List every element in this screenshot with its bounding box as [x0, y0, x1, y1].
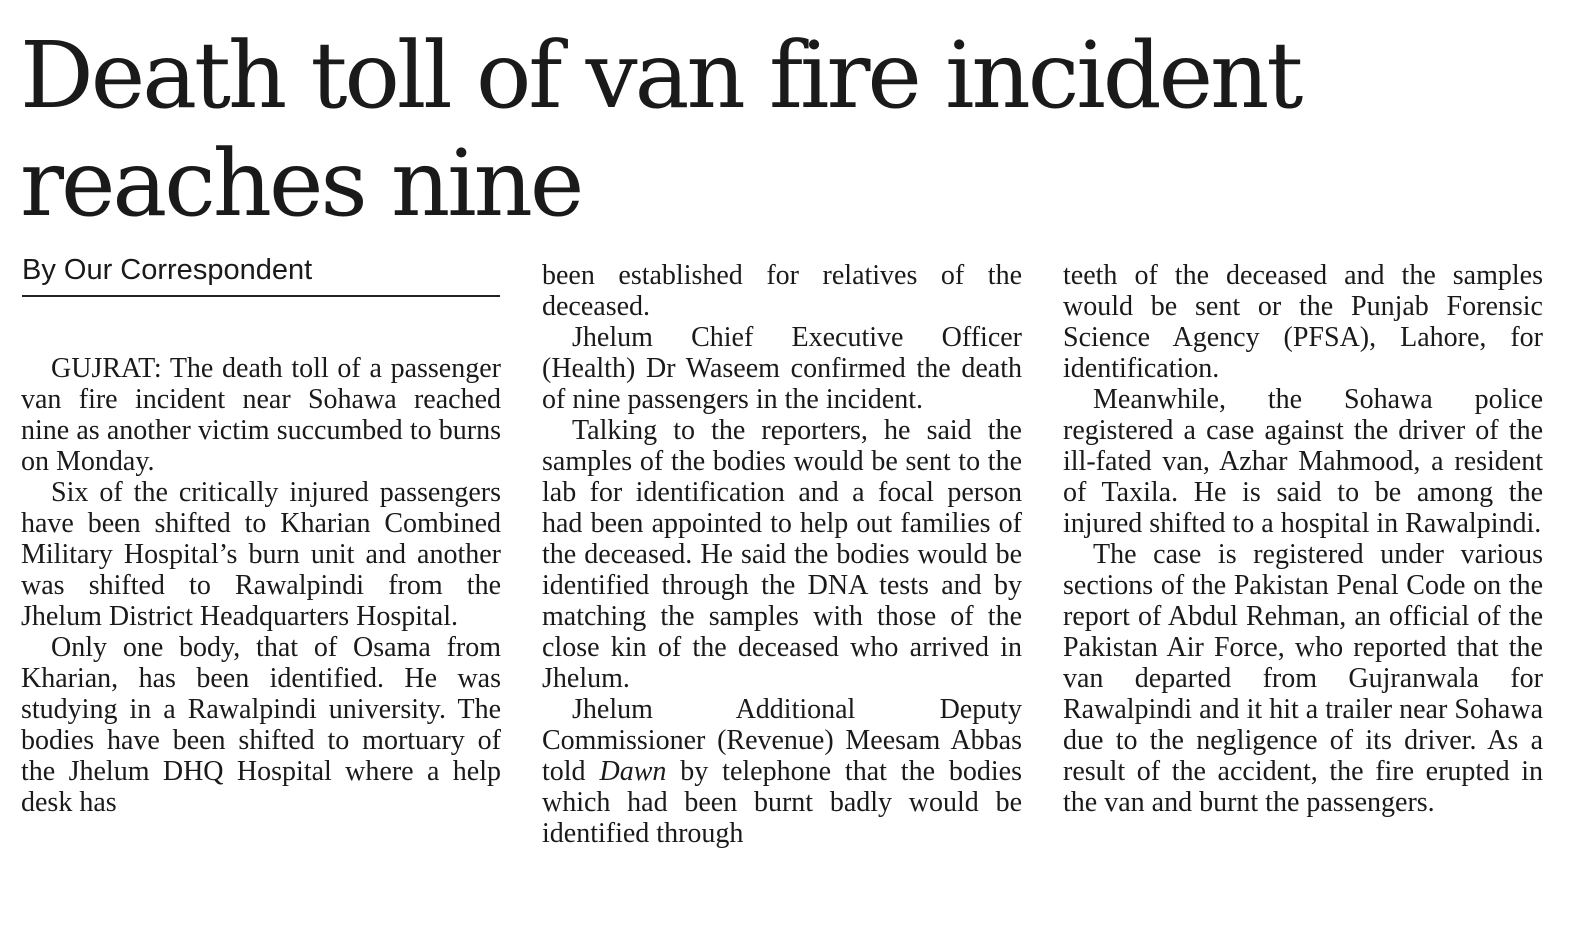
paragraph: The case is registered under various sections of the Pakistan Penal Code on the report of Abdul Rehman, an official of the Pakistan Air Force, who reported that the van departed from Gujranwala for Rawalpindi and it hit a trailer near Sohawa due to the negligence of its driver. As a result of the accident, the fire erupted in the van and burnt the passengers. [1063, 539, 1543, 818]
paragraph: been established for relatives of the deceased. [542, 260, 1022, 322]
paragraph [542, 694, 1022, 849]
paragraph: Only one body, that of Osama from Kharian, has been identified. He was studying in a Rawalpindi university. The bodies have been shifted to mortuary of the Jhelum DHQ Hospital where a help desk has [21, 632, 501, 818]
article-column-2 [542, 260, 1022, 849]
paragraph: Jhelum Chief Executive Officer (Health) Dr Waseem confirmed the death of nine passengers in the incident. [542, 322, 1022, 415]
article-column-1 [21, 353, 501, 818]
paragraph-text: by telephone that the bodies which had been burnt badly would be identified through [542, 756, 1023, 849]
paragraph: GUJRAT: The death toll of a passenger van fire incident near Sohawa reached nine as another victim succumbed to burns on Monday. [21, 353, 501, 477]
headline: Death toll of van fire incident reaches nine [20, 22, 1301, 237]
byline: By Our Correspondent [22, 254, 500, 297]
newspaper-name: Dawn [599, 756, 667, 787]
paragraph: teeth of the deceased and the samples would be sent or the Punjab Forensic Science Agency (PFSA), Lahore, for identification. [1063, 260, 1543, 384]
paragraph: Meanwhile, the Sohawa police registered a case against the driver of the ill-fated van, Azhar Mahmood, a resident of Taxila. He is said to be among the injured shifted to a hospital in Rawalpindi. [1063, 384, 1543, 539]
paragraph: Six of the critically injured passengers have been shifted to Kharian Combined Military Hospital’s burn unit and another was shifted to Rawalpindi from the Jhelum District Headquarters Hospital. [21, 477, 501, 632]
article-column-3 [1063, 260, 1543, 818]
paragraph: Talking to the reporters, he said the samples of the bodies would be sent to the lab for identification and a focal person had been appointed to help out families of the deceased. He said the bodies would be identified through the DNA tests and by matching the samples with those of the close kin of the deceased who arrived in Jhelum. [542, 415, 1022, 694]
paragraph-text: Jhelum Additional Deputy Commissioner (Revenue) Meesam Abbas told [542, 694, 1022, 787]
